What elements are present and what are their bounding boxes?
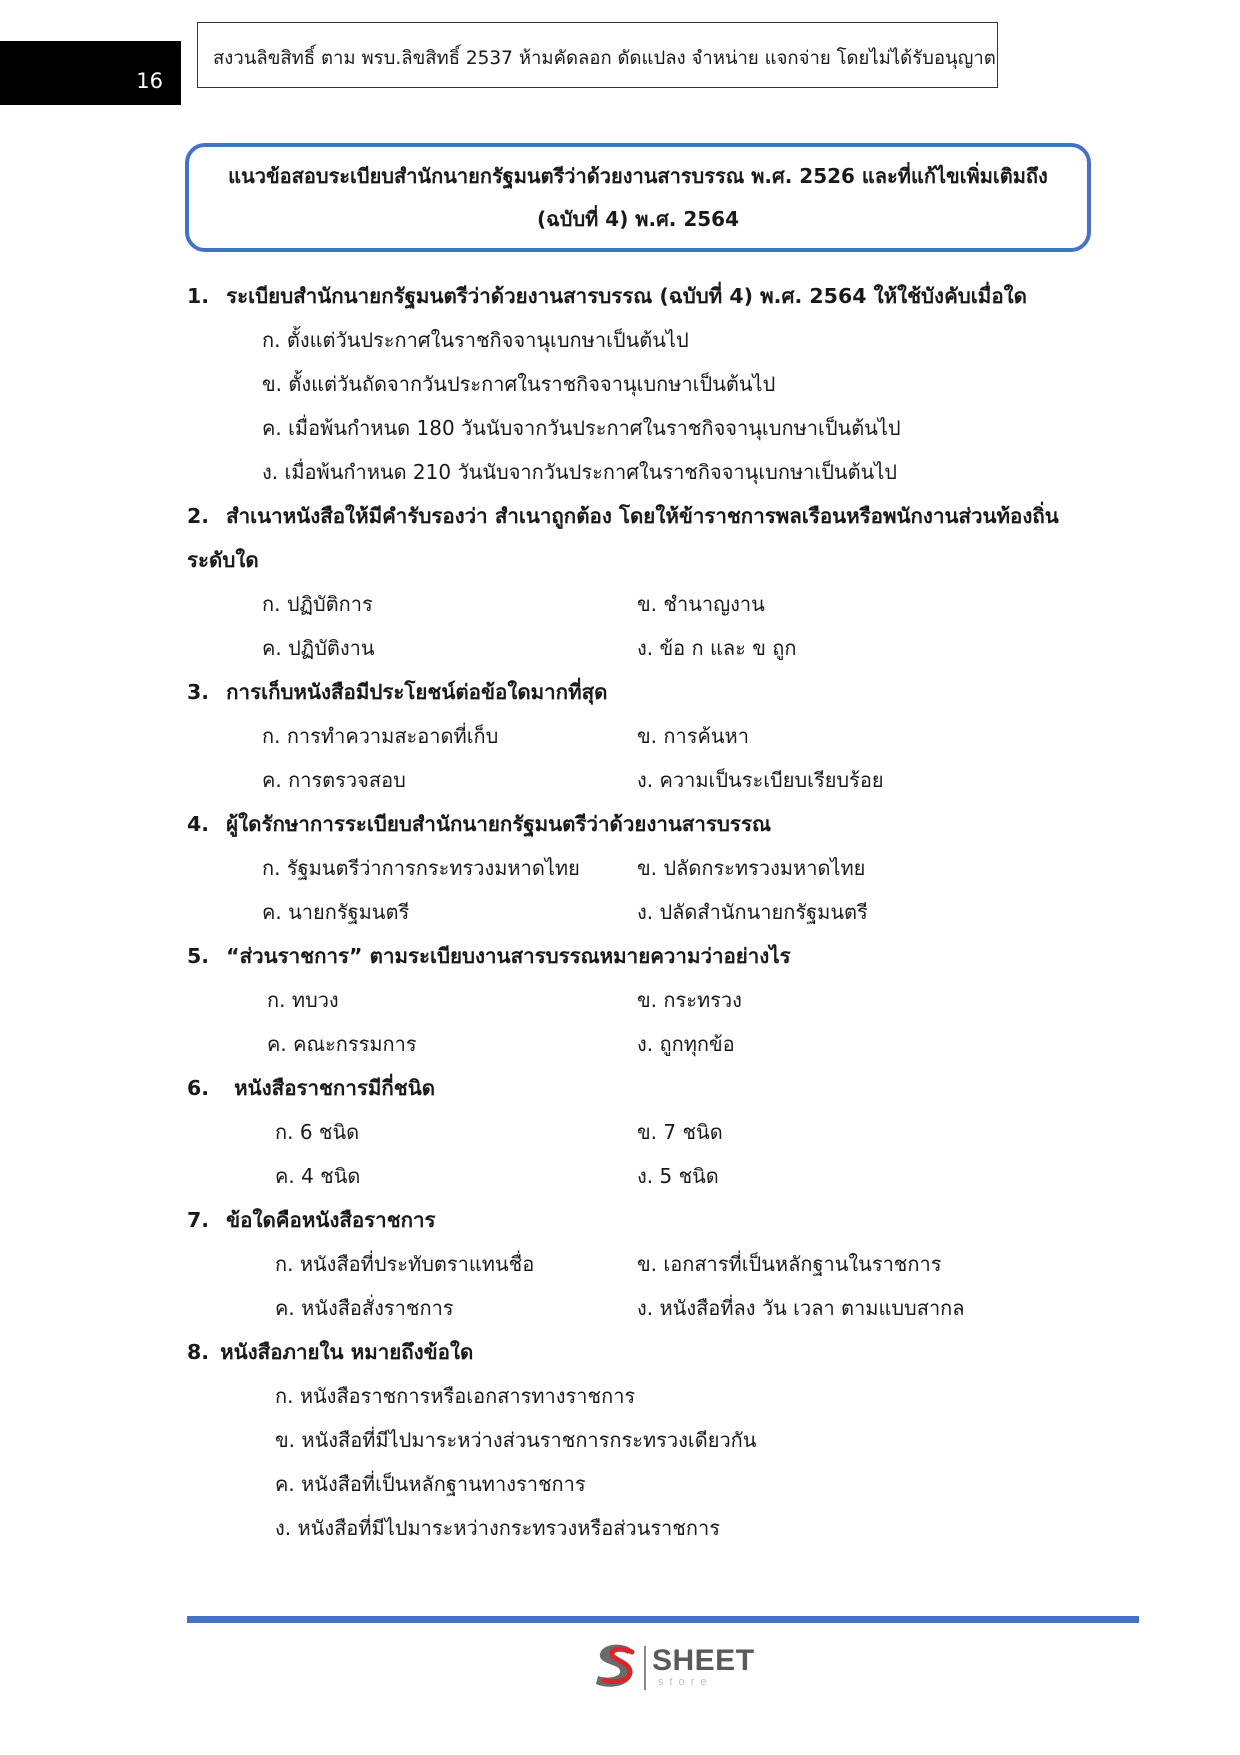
title-line-1: แนวข้อสอบระเบียบสำนักนายกรัฐมนตรีว่าด้วยงานสารบรรณ พ.ศ. 2526 และที่แก้ไขเพิ่มเติมถึง	[228, 163, 1048, 188]
question-number: 6.	[187, 1076, 210, 1100]
question-2-continued: ระดับใด	[187, 548, 259, 572]
question-text: “ส่วนราชการ” ตามระเบียบงานสารบรรณหมายความว่าอย่างไร	[226, 944, 791, 968]
question-1	[187, 274, 1087, 318]
option-row	[187, 1022, 1087, 1066]
option: ค. คณะกรรมการ	[267, 1032, 417, 1056]
option: ค. 4 ชนิด	[275, 1164, 361, 1188]
question-6	[187, 1066, 1087, 1110]
sheet-store-logo-icon	[590, 1640, 642, 1694]
option: ก. ทบวง	[267, 988, 339, 1012]
option-row	[187, 582, 1087, 626]
option: ง. หนังสือที่มีไปมาระหว่างกระทรวงหรือส่วนราชการ	[275, 1516, 720, 1540]
option-row	[187, 1110, 1087, 1154]
option: ก. 6 ชนิด	[275, 1120, 360, 1144]
title-line-2: (ฉบับที่ 4) พ.ศ. 2564	[536, 206, 740, 231]
option: ข. 7 ชนิด	[637, 1120, 723, 1144]
question-text: การเก็บหนังสือมีประโยชน์ต่อข้อใดมากที่สุด	[226, 680, 608, 704]
document-title-box	[185, 143, 1091, 252]
sheet-store-logo	[590, 1640, 760, 1694]
question-5	[187, 934, 1087, 978]
option-row	[187, 978, 1087, 1022]
question-number: 8.	[187, 1340, 210, 1364]
option-row	[187, 846, 1087, 890]
copyright-notice	[197, 22, 998, 88]
option: ก. หนังสือราชการหรือเอกสารทางราชการ	[275, 1384, 636, 1408]
question-text: หนังสือราชการมีกี่ชนิด	[234, 1076, 436, 1100]
option-row	[187, 626, 1087, 670]
option-row	[187, 890, 1087, 934]
option: ค. การตรวจสอบ	[262, 768, 406, 792]
option: ง. ข้อ ก และ ข ถูก	[637, 636, 797, 660]
logo-text: SHEET	[652, 1644, 755, 1677]
option: ข. การค้นหา	[637, 724, 749, 748]
option-row	[187, 1286, 1087, 1330]
option: ง. 5 ชนิด	[637, 1164, 719, 1188]
question-text: ข้อใดคือหนังสือราชการ	[226, 1208, 436, 1232]
question-2	[187, 494, 1087, 538]
logo-divider	[644, 1646, 646, 1690]
question-4	[187, 802, 1087, 846]
copyright-text: สงวนลิขสิทธิ์ ตาม พรบ.ลิขสิทธิ์ 2537 ห้ามคัดลอก ดัดแปลง จำหน่าย แจกจ่าย โดยไม่ได้รับอนุญาต	[213, 47, 996, 69]
option: ข. ชำนาญงาน	[637, 592, 765, 616]
option: ง. ความเป็นระเบียบเรียบร้อย	[637, 768, 884, 792]
question-3	[187, 670, 1087, 714]
option: ง. เมื่อพ้นกำหนด 210 วันนับจากวันประกาศในราชกิจจานุเบกษาเป็นต้นไป	[262, 460, 897, 484]
question-7	[187, 1198, 1087, 1242]
option: ง. ปลัดสำนักนายกรัฐมนตรี	[637, 900, 868, 924]
footer-rule	[187, 1616, 1139, 1623]
option: ง. หนังสือที่ลง วัน เวลา ตามแบบสากล	[637, 1296, 965, 1320]
page-number-box	[0, 41, 181, 105]
option: ก. ปฏิบัติการ	[262, 592, 373, 616]
question-number: 2.	[187, 504, 210, 528]
option: ค. ปฏิบัติงาน	[262, 636, 375, 660]
question-number: 4.	[187, 812, 210, 836]
option: ก. ตั้งแต่วันประกาศในราชกิจจานุเบกษาเป็นต้นไป	[262, 328, 689, 352]
option: ค. หนังสือสั่งราชการ	[275, 1296, 454, 1320]
question-text: สำเนาหนังสือให้มีคำรับรองว่า สำเนาถูกต้อง โดยให้ข้าราชการพลเรือนหรือพนักงานส่วนท้องถิ่น	[226, 504, 1059, 528]
option: ค. เมื่อพ้นกำหนด 180 วันนับจากวันประกาศในราชกิจจานุเบกษาเป็นต้นไป	[262, 416, 901, 440]
option: ก. การทำความสะอาดที่เก็บ	[262, 724, 499, 748]
option-row	[187, 1242, 1087, 1286]
option: ก. รัฐมนตรีว่าการกระทรวงมหาดไทย	[262, 856, 580, 880]
logo-subtext: store	[658, 1676, 713, 1688]
question-text: ผู้ใดรักษาการระเบียบสำนักนายกรัฐมนตรีว่าด้วยงานสารบรรณ	[226, 812, 771, 836]
option: ข. เอกสารที่เป็นหลักฐานในราชการ	[637, 1252, 942, 1276]
option-row	[187, 1154, 1087, 1198]
question-number: 5.	[187, 944, 210, 968]
option: ข. ตั้งแต่วันถัดจากวันประกาศในราชกิจจานุเบกษาเป็นต้นไป	[262, 372, 776, 396]
question-number: 1.	[187, 284, 210, 308]
question-number: 3.	[187, 680, 210, 704]
option-row	[187, 758, 1087, 802]
option: ค. หนังสือที่เป็นหลักฐานทางราชการ	[275, 1472, 586, 1496]
question-text: ระเบียบสำนักนายกรัฐมนตรีว่าด้วยงานสารบรรณ (ฉบับที่ 4) พ.ศ. 2564 ให้ใช้บังคับเมื่อใด	[226, 284, 1027, 308]
option: ข. กระทรวง	[637, 988, 742, 1012]
question-list	[187, 274, 1087, 1550]
question-text: หนังสือภายใน หมายถึงข้อใด	[220, 1340, 474, 1364]
option: ง. ถูกทุกข้อ	[637, 1032, 735, 1056]
option: ข. หนังสือที่มีไปมาระหว่างส่วนราชการกระทรวงเดียวกัน	[275, 1428, 757, 1452]
option: ค. นายกรัฐมนตรี	[262, 900, 410, 924]
question-number: 7.	[187, 1208, 210, 1232]
option: ข. ปลัดกระทรวงมหาดไทย	[637, 856, 866, 880]
question-8	[187, 1330, 1087, 1374]
option-row	[187, 714, 1087, 758]
option: ก. หนังสือที่ประทับตราแทนชื่อ	[275, 1252, 535, 1276]
page-number: 16	[136, 69, 163, 93]
